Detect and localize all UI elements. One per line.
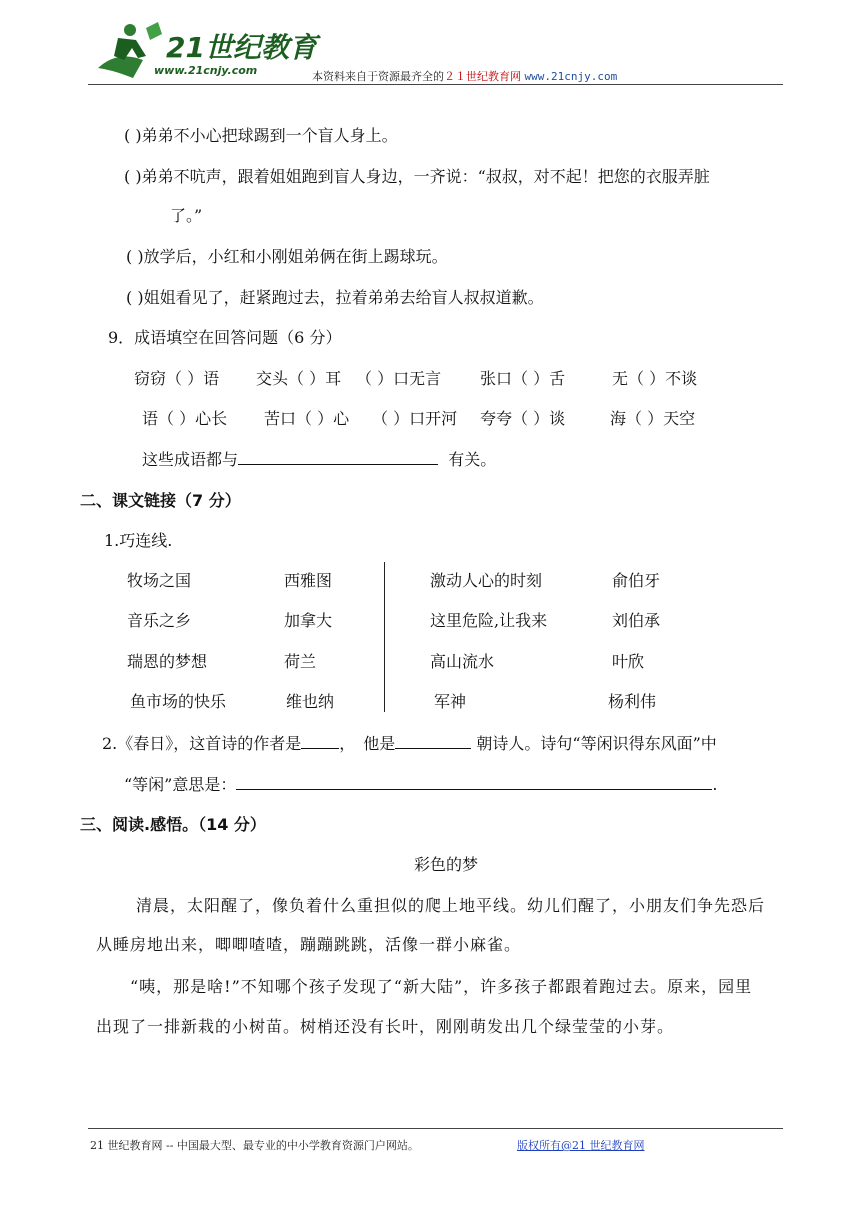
header-note-prefix: 本资料来自于资源最齐全的 — [312, 70, 444, 83]
match-right-b: 叶欣 — [612, 652, 645, 671]
answer-blank[interactable] — [238, 450, 438, 465]
header-note-url[interactable]: www.21cnjy.com — [524, 70, 618, 83]
order-item-continuation: 了。” — [170, 206, 203, 225]
order-item: ( )弟弟不吭声，跟着姐姐跑到盲人身边，一齐说：“叔叔，对不起！把您的衣服弄脏 — [124, 167, 710, 186]
match-left-a: 瑞恩的梦想 — [127, 652, 208, 671]
story-paragraph-line: 清晨，太阳醒了，像负着什么重担似的爬上地平线。幼儿们醒了，小朋友们争先恐后 — [136, 896, 766, 915]
header-note-site: ２１世纪教育网 — [444, 70, 521, 83]
q2-line1: 2.《春日》，这首诗的作者是 ， 他是 朝诗人。诗句“等闲识得东风面”中 — [102, 734, 717, 753]
section-2-title: 二、课文链接（7 分） — [80, 491, 241, 510]
idiom-blank: 海（ ）天空 — [610, 409, 696, 428]
story-paragraph-line: 出现了一排新栽的小树苗。树梢还没有长叶，刚刚萌发出几个绿莹莹的小芽。 — [96, 1017, 675, 1036]
match-right-a: 军神 — [434, 692, 467, 711]
meaning-blank[interactable] — [236, 775, 712, 790]
column-divider — [384, 562, 385, 712]
match-right-a: 这里危险,让我来 — [430, 611, 548, 630]
section-3-title: 三、阅读.感悟。（14 分） — [80, 815, 266, 834]
idiom-blank: 窃窃（ ）语 — [134, 369, 220, 388]
idiom-blank: （ ）口开河 — [372, 409, 458, 428]
match-left-b: 加拿大 — [284, 611, 333, 630]
idiom-blank: 苦口（ ）心 — [264, 409, 350, 428]
match-left-a: 鱼市场的快乐 — [130, 692, 227, 711]
order-item: ( )弟弟不小心把球踢到一个盲人身上。 — [124, 126, 398, 145]
idiom-blank: 交头（ ）耳 — [256, 369, 342, 388]
story-title: 彩色的梦 — [414, 855, 479, 874]
author-blank[interactable] — [301, 734, 339, 749]
idiom-blank: 张口（ ）舌 — [480, 369, 566, 388]
match-right-a: 高山流水 — [430, 652, 495, 671]
site-logo — [88, 20, 317, 82]
q1-title: 1.巧连线. — [104, 531, 173, 550]
logo-url: www.21cnjy.com — [154, 64, 258, 77]
idiom-blank: 夸夸（ ）谈 — [480, 409, 566, 428]
logo-text: 21世纪教育 — [166, 31, 317, 64]
q9-title: 9．成语填空在回答问题（6 分） — [108, 328, 342, 347]
idiom-blank: 语（ ）心长 — [142, 409, 228, 428]
match-left-b: 西雅图 — [284, 571, 333, 590]
story-paragraph-line: 从睡房地出来，唧唧喳喳，蹦蹦跳跳，活像一群小麻雀。 — [96, 935, 522, 954]
order-item: ( )放学后，小红和小刚姐弟俩在街上踢球玩。 — [126, 247, 448, 266]
match-left-a: 牧场之国 — [127, 571, 192, 590]
footer-text: 21 世纪教育网 -- 中国最大型、最专业的中小学教育资源门户网站。 — [90, 1139, 419, 1152]
match-left-b: 维也纳 — [286, 692, 335, 711]
header-divider — [88, 84, 783, 85]
story-paragraph-line: “咦，那是啥!”不知哪个孩子发现了“新大陆”，许多孩子都跟着跑过去。原来，园里 — [130, 977, 753, 996]
footer-copyright-link[interactable] — [517, 1137, 645, 1153]
copyright-link[interactable]: 版权所有@21 世纪教育网 — [517, 1139, 645, 1152]
header-note — [312, 68, 617, 84]
match-right-b: 俞伯牙 — [612, 571, 661, 590]
match-left-a: 音乐之乡 — [127, 611, 192, 630]
footer-divider — [88, 1128, 783, 1129]
q2-line2: “等闲”意思是： . — [124, 775, 718, 794]
q9-answer-line: 这些成语都与 有关。 — [142, 450, 497, 469]
order-item: ( )姐姐看见了，赶紧跑过去，拉着弟弟去给盲人叔叔道歉。 — [126, 288, 544, 307]
dynasty-blank[interactable] — [395, 734, 471, 749]
idiom-blank: 无（ ）不谈 — [612, 369, 698, 388]
match-right-b: 刘伯承 — [612, 611, 661, 630]
match-right-b: 杨利伟 — [608, 692, 657, 711]
idiom-blank: （ ）口无言 — [356, 369, 442, 388]
match-right-a: 激动人心的时刻 — [430, 571, 543, 590]
match-left-b: 荷兰 — [284, 652, 317, 671]
